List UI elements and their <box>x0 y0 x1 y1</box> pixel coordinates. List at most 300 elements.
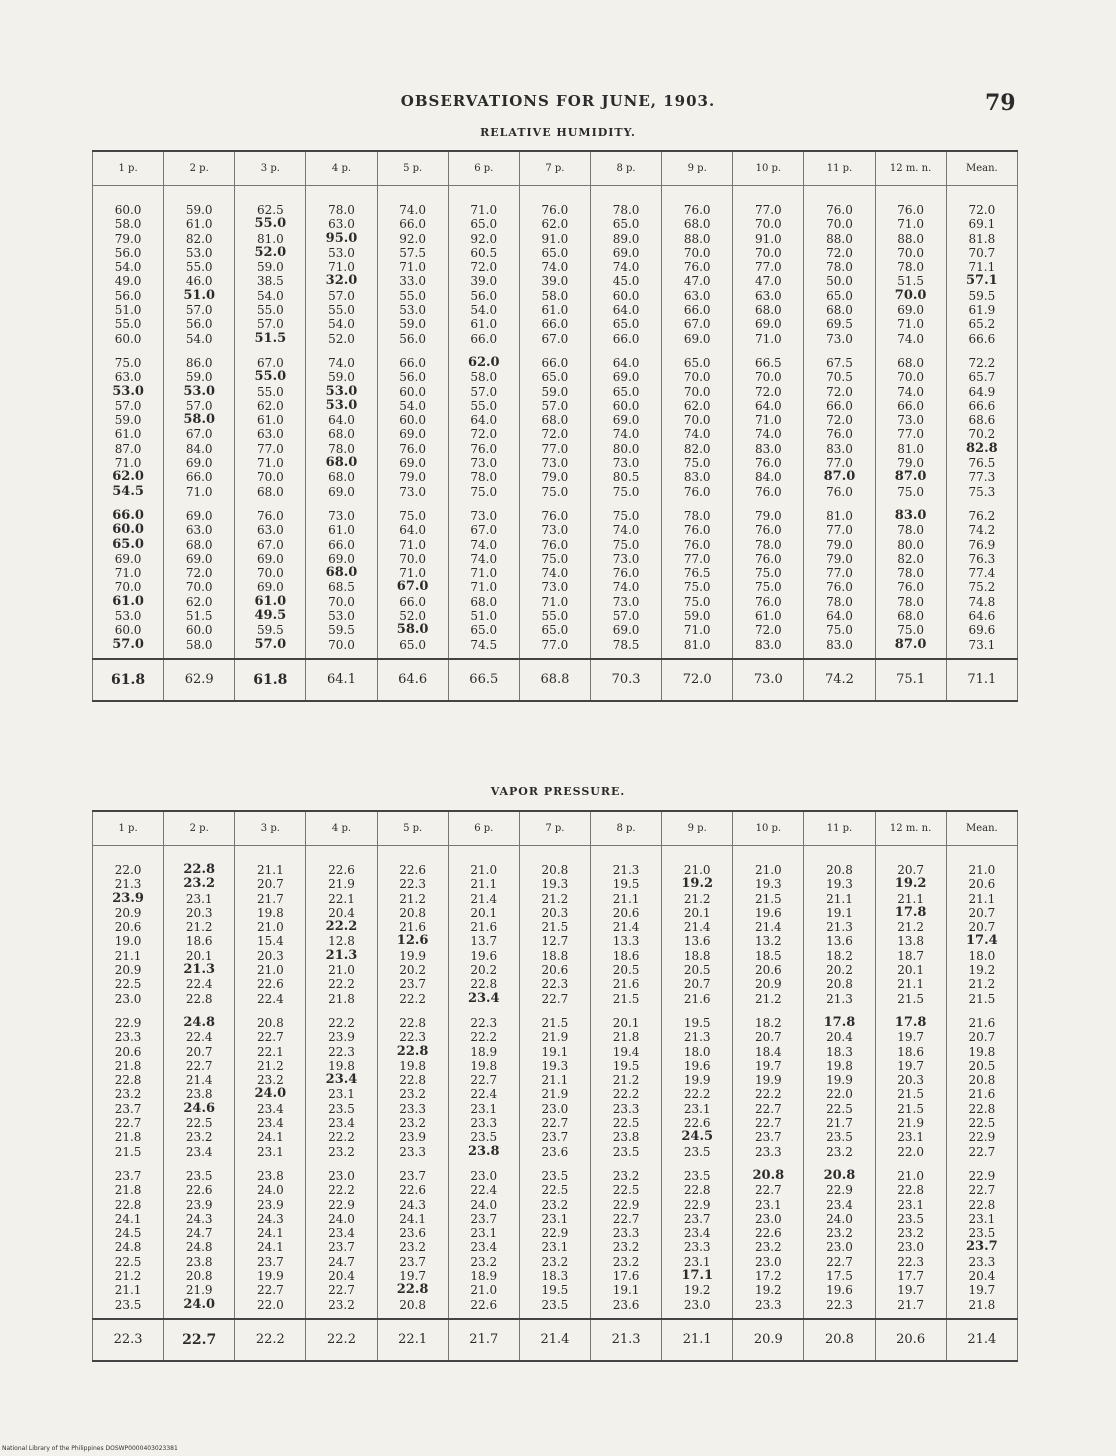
vp-value: 20.2 <box>399 963 426 978</box>
vp-mean-value: 22.1 <box>377 1319 448 1361</box>
vp-value: 21.3 <box>114 877 142 892</box>
vp-value: 20.1 <box>612 1015 640 1030</box>
vp-value: 22.9 <box>114 1015 142 1030</box>
rh-value-group <box>449 203 519 346</box>
vp-value: 20.8 <box>185 1269 213 1284</box>
vp-value: 21.1 <box>826 891 853 906</box>
rh-value: 54.0 <box>185 331 213 346</box>
rh-value: 63.0 <box>114 370 142 385</box>
rh-header-cell: Mean. <box>946 151 1017 186</box>
rh-value: 32.0 <box>325 273 358 289</box>
vp-value: 22.5 <box>826 1101 853 1116</box>
vp-value: 21.8 <box>114 1058 142 1073</box>
rh-value: 73.0 <box>612 551 640 566</box>
vp-value: 22.8 <box>396 1282 429 1298</box>
vp-value: 22.7 <box>114 1116 142 1131</box>
vp-value: 21.1 <box>968 891 996 906</box>
rh-value: 66.0 <box>897 398 924 413</box>
vp-value: 23.7 <box>541 1130 569 1145</box>
rh-value: 55.0 <box>328 303 355 318</box>
rh-value: 80.0 <box>897 537 924 552</box>
rh-value: 55.0 <box>114 317 142 332</box>
rh-value: 75.0 <box>114 355 142 370</box>
vp-value: 24.0 <box>183 1296 216 1312</box>
vp-header-cell: Mean. <box>946 811 1017 846</box>
vp-value: 20.8 <box>968 1073 996 1088</box>
vp-value: 13.6 <box>826 934 853 949</box>
vp-value: 17.8 <box>894 1014 927 1030</box>
rh-value: 69.0 <box>754 317 782 332</box>
vp-value: 23.1 <box>185 891 213 906</box>
rh-value: 54.5 <box>112 483 144 499</box>
rh-value: 80.0 <box>612 441 640 456</box>
rh-value: 70.0 <box>256 470 284 485</box>
rh-value: 83.0 <box>826 441 853 456</box>
rh-value: 57.0 <box>612 609 640 624</box>
rh-value: 74.0 <box>470 551 498 566</box>
rh-value-group <box>306 509 376 652</box>
rh-value: 62.0 <box>185 594 213 609</box>
vp-value: 23.1 <box>968 1211 996 1226</box>
vp-value: 24.1 <box>256 1240 284 1255</box>
vp-value-group <box>449 1016 519 1159</box>
vp-value: 23.0 <box>541 1101 569 1116</box>
rh-value: 68.0 <box>325 455 358 471</box>
vp-value: 21.6 <box>968 1015 996 1030</box>
rh-value: 59.5 <box>968 288 996 303</box>
vp-value: 20.9 <box>114 963 142 978</box>
vp-value: 20.7 <box>968 905 996 920</box>
rh-value: 65.0 <box>112 536 144 552</box>
vp-value: 22.9 <box>612 1197 640 1212</box>
rh-value: 69.1 <box>968 217 996 232</box>
rh-value-group <box>378 509 448 652</box>
vp-value: 19.6 <box>754 905 782 920</box>
rh-header-cell: 9 p. <box>662 151 733 186</box>
vp-value: 22.4 <box>185 977 213 992</box>
vp-value: 23.7 <box>754 1130 782 1145</box>
vp-value: 23.6 <box>541 1144 569 1159</box>
vp-value: 22.7 <box>185 1058 213 1073</box>
vp-value: 23.7 <box>399 1168 426 1183</box>
vp-value: 19.1 <box>612 1283 640 1298</box>
rh-value: 77.0 <box>683 551 711 566</box>
rh-value: 65.0 <box>470 217 498 232</box>
vp-value: 22.7 <box>328 1283 355 1298</box>
vp-header-cell: 2 p. <box>164 811 235 846</box>
rh-value: 61.9 <box>968 303 996 318</box>
rh-value: 77.3 <box>968 470 996 485</box>
rh-value: 78.0 <box>328 203 355 217</box>
rh-value-group <box>164 203 234 346</box>
vp-value: 18.6 <box>612 948 640 963</box>
vp-value: 22.6 <box>754 1226 782 1241</box>
vp-value: 18.0 <box>683 1044 711 1059</box>
rh-value-group <box>804 356 874 499</box>
vp-value: 19.7 <box>897 1058 924 1073</box>
rh-value: 74.0 <box>541 260 569 275</box>
rh-value-group <box>378 203 448 346</box>
rh-value: 82.0 <box>897 551 924 566</box>
rh-value: 61.0 <box>328 523 355 538</box>
vp-value: 22.2 <box>612 1087 640 1102</box>
vp-value-group <box>947 863 1017 1006</box>
vp-header-cell: 9 p. <box>662 811 733 846</box>
rh-value: 75.0 <box>612 484 640 499</box>
rh-value-group <box>876 356 946 499</box>
vp-mean-value: 20.6 <box>875 1319 946 1361</box>
vp-value: 21.5 <box>897 991 924 1006</box>
rh-value: 69.0 <box>256 551 284 566</box>
rh-value: 73.0 <box>897 413 924 428</box>
vp-value: 22.7 <box>470 1073 498 1088</box>
rh-value: 91.0 <box>754 231 782 246</box>
rh-value: 71.0 <box>541 594 569 609</box>
rh-value: 79.0 <box>399 470 426 485</box>
vp-value: 13.8 <box>897 934 924 949</box>
vp-value: 23.2 <box>826 1226 853 1241</box>
vp-value: 22.7 <box>541 1116 569 1131</box>
rh-header-cell: 1 p. <box>93 151 164 186</box>
rh-value: 63.0 <box>256 523 284 538</box>
vp-value: 23.1 <box>897 1130 924 1145</box>
vp-value: 20.5 <box>968 1058 996 1073</box>
rh-value: 61.0 <box>256 413 284 428</box>
rh-value: 53.0 <box>112 383 144 399</box>
rh-value: 47.0 <box>683 274 711 289</box>
vp-value: 21.7 <box>826 1116 853 1131</box>
vp-value: 23.2 <box>114 1087 142 1102</box>
vp-value: 21.5 <box>897 1087 924 1102</box>
vp-header-cell: 3 p. <box>235 811 306 846</box>
vp-value: 20.9 <box>754 977 782 992</box>
vp-value: 23.2 <box>612 1240 640 1255</box>
vp-value: 21.7 <box>897 1297 924 1312</box>
rh-value: 70.0 <box>894 287 927 303</box>
vp-value: 22.8 <box>114 1073 142 1088</box>
vp-column <box>377 846 448 1319</box>
vp-value: 21.9 <box>897 1116 924 1131</box>
vp-value: 22.7 <box>612 1211 640 1226</box>
relative-humidity-table <box>92 150 1018 702</box>
rh-value: 76.0 <box>541 508 569 523</box>
vp-value: 21.2 <box>683 891 711 906</box>
vp-value: 20.6 <box>612 905 640 920</box>
rh-value: 71.0 <box>897 317 924 332</box>
rh-value: 71.1 <box>968 260 996 275</box>
vp-value: 20.7 <box>754 1030 782 1045</box>
vp-value: 21.5 <box>114 1144 142 1159</box>
rh-header-cell: 2 p. <box>164 151 235 186</box>
vp-value: 23.3 <box>754 1297 782 1312</box>
vp-value: 23.2 <box>399 1240 426 1255</box>
vp-value: 23.4 <box>683 1226 711 1241</box>
vp-value: 22.8 <box>114 1197 142 1212</box>
rh-column <box>377 186 448 659</box>
vp-column <box>733 846 804 1319</box>
vp-mean-value: 20.9 <box>733 1319 804 1361</box>
rh-value: 87.0 <box>114 441 142 456</box>
vp-value: 22.2 <box>328 1183 355 1198</box>
rh-value-group <box>876 203 946 346</box>
vp-value: 21.1 <box>541 1073 569 1088</box>
vp-value: 22.8 <box>183 862 216 877</box>
rh-value: 78.0 <box>328 441 355 456</box>
rh-value-group <box>306 203 376 346</box>
rh-value: 76.0 <box>683 484 711 499</box>
rh-value: 77.0 <box>256 441 284 456</box>
rh-value: 54.0 <box>328 317 355 332</box>
rh-value-group <box>306 356 376 499</box>
rh-value: 39.0 <box>541 274 569 289</box>
rh-value: 91.0 <box>541 231 569 246</box>
rh-value: 69.0 <box>897 303 924 318</box>
rh-value: 77.0 <box>826 523 853 538</box>
vp-value: 22.5 <box>968 1116 996 1131</box>
rh-value: 59.5 <box>328 623 355 638</box>
vp-value: 21.7 <box>256 891 284 906</box>
rh-column <box>448 186 519 659</box>
rh-value: 55.0 <box>256 384 284 399</box>
vp-value: 21.4 <box>754 920 782 935</box>
rh-value: 75.0 <box>683 594 711 609</box>
rh-value: 71.0 <box>256 456 284 471</box>
vp-value: 19.2 <box>754 1283 782 1298</box>
rh-value: 82.0 <box>683 441 711 456</box>
vp-value: 20.7 <box>968 1030 996 1045</box>
vapor-pressure-mean-row <box>93 1319 1018 1361</box>
vp-value: 21.1 <box>897 977 924 992</box>
vp-value: 20.2 <box>826 963 853 978</box>
vp-mean-value: 22.3 <box>93 1319 164 1361</box>
rh-value: 64.0 <box>612 303 640 318</box>
vp-value: 22.2 <box>325 919 358 935</box>
vp-value-group <box>733 863 803 1006</box>
rh-mean-value: 66.5 <box>448 659 519 701</box>
vp-value: 18.3 <box>826 1044 853 1059</box>
vp-value: 23.5 <box>114 1297 142 1312</box>
rh-value-group <box>662 203 732 346</box>
rh-mean-value: 61.8 <box>93 659 164 701</box>
vp-value: 22.3 <box>826 1297 853 1312</box>
rh-value: 33.0 <box>399 274 426 289</box>
vp-value: 23.2 <box>399 1116 426 1131</box>
rh-value: 71.0 <box>399 537 426 552</box>
rh-value: 76.5 <box>968 456 996 471</box>
vp-value: 23.2 <box>612 1168 640 1183</box>
vp-value: 24.3 <box>399 1197 426 1212</box>
vp-value: 18.0 <box>968 948 996 963</box>
rh-value: 57.0 <box>254 636 287 652</box>
rh-value: 51.0 <box>470 609 498 624</box>
rh-value: 54.0 <box>114 260 142 275</box>
rh-value: 76.0 <box>826 580 853 595</box>
vp-value: 22.6 <box>328 863 355 877</box>
rh-value-group <box>733 356 803 499</box>
vp-column <box>306 846 377 1319</box>
rh-value-group <box>235 509 305 652</box>
vp-value: 21.6 <box>399 920 426 935</box>
rh-value: 61.0 <box>114 427 142 442</box>
rh-value: 45.0 <box>612 274 640 289</box>
vp-value: 23.4 <box>325 1072 358 1088</box>
vp-mean-value: 21.3 <box>590 1319 661 1361</box>
rh-value: 88.0 <box>897 231 924 246</box>
rh-value: 68.0 <box>897 355 924 370</box>
vp-value: 21.8 <box>612 1030 640 1045</box>
vp-value: 22.8 <box>968 1197 996 1212</box>
rh-value: 83.0 <box>754 441 782 456</box>
rh-value-group <box>164 509 234 652</box>
vp-value: 20.8 <box>399 905 426 920</box>
rh-value: 69.6 <box>968 623 996 638</box>
vp-value: 23.1 <box>328 1087 355 1102</box>
vp-value: 23.7 <box>399 977 426 992</box>
vp-value: 24.0 <box>470 1197 498 1212</box>
vp-value: 21.0 <box>754 863 782 877</box>
vp-value: 17.1 <box>681 1268 714 1284</box>
rh-value: 79.0 <box>114 231 142 246</box>
rh-value: 63.0 <box>754 288 782 303</box>
vp-value: 23.2 <box>185 1130 213 1145</box>
vp-value: 24.7 <box>185 1226 213 1241</box>
rh-value: 78.0 <box>683 508 711 523</box>
vp-value: 23.2 <box>470 1254 498 1269</box>
vp-value: 20.8 <box>826 977 853 992</box>
vp-value: 21.0 <box>328 963 355 978</box>
rh-mean-value: 68.8 <box>519 659 590 701</box>
rh-value: 65.0 <box>399 637 426 652</box>
vp-value-group <box>591 1169 661 1312</box>
vp-value: 19.5 <box>612 1058 640 1073</box>
rh-value: 70.0 <box>328 594 355 609</box>
vp-column <box>448 846 519 1319</box>
rh-value: 75.2 <box>968 580 996 595</box>
vp-value: 20.7 <box>683 977 711 992</box>
rh-value: 75.0 <box>612 508 640 523</box>
rh-value: 59.0 <box>256 260 284 275</box>
vp-value: 19.9 <box>683 1073 711 1088</box>
rh-value: 66.0 <box>541 355 569 370</box>
vp-value: 21.5 <box>541 920 569 935</box>
vp-value: 21.8 <box>328 991 355 1006</box>
vp-value: 19.7 <box>897 1030 924 1045</box>
rh-value: 70.0 <box>185 580 213 595</box>
vp-value: 23.5 <box>968 1226 996 1241</box>
vp-column <box>93 846 164 1319</box>
rh-value: 71.0 <box>185 484 213 499</box>
rh-value: 86.0 <box>185 355 213 370</box>
rh-value: 77.0 <box>754 203 782 217</box>
vp-value: 20.3 <box>541 905 569 920</box>
rh-value: 38.5 <box>256 274 284 289</box>
rh-value-group <box>93 203 163 346</box>
vp-value: 20.6 <box>968 877 996 892</box>
rh-header-cell: 10 p. <box>733 151 804 186</box>
vp-column <box>590 846 661 1319</box>
vp-value-group <box>520 863 590 1006</box>
rh-value: 70.0 <box>683 413 711 428</box>
vp-value: 20.3 <box>185 905 213 920</box>
rh-value: 72.0 <box>541 427 569 442</box>
rh-value: 69.0 <box>399 456 426 471</box>
vp-value: 21.3 <box>325 947 358 963</box>
rh-column <box>590 186 661 659</box>
rh-value: 65.0 <box>541 245 569 260</box>
rh-value: 68.0 <box>897 609 924 624</box>
rh-value: 78.0 <box>470 470 498 485</box>
rh-value: 68.0 <box>754 303 782 318</box>
rh-mean-value: 71.1 <box>946 659 1017 701</box>
vp-value: 17.5 <box>826 1269 853 1284</box>
vp-value: 21.1 <box>897 891 924 906</box>
rh-value: 88.0 <box>826 231 853 246</box>
rh-value: 64.9 <box>968 384 996 399</box>
vp-value: 19.8 <box>968 1044 996 1059</box>
rh-value: 72.0 <box>185 566 213 581</box>
vp-value: 23.1 <box>683 1254 711 1269</box>
vp-value-group <box>235 1016 305 1159</box>
rh-value-group <box>520 509 590 652</box>
rh-value: 69.0 <box>683 331 711 346</box>
vp-value: 20.3 <box>256 948 284 963</box>
rh-value: 76.0 <box>897 580 924 595</box>
vp-value: 22.8 <box>399 1073 426 1088</box>
vp-value: 23.8 <box>256 1168 284 1183</box>
vp-value: 21.9 <box>328 877 355 892</box>
rh-value: 59.0 <box>185 370 213 385</box>
vp-value: 22.5 <box>541 1183 569 1198</box>
vp-value: 24.0 <box>328 1211 355 1226</box>
rh-value: 78.0 <box>897 594 924 609</box>
vp-value: 21.8 <box>114 1183 142 1198</box>
rh-value: 68.0 <box>256 484 284 499</box>
vp-value: 21.5 <box>968 991 996 1006</box>
vp-header-cell: 8 p. <box>590 811 661 846</box>
rh-value: 73.0 <box>541 523 569 538</box>
vp-value: 19.4 <box>612 1044 640 1059</box>
vp-value: 22.0 <box>114 863 142 877</box>
rh-value: 57.1 <box>966 273 998 289</box>
rh-value: 66.0 <box>328 537 355 552</box>
vp-value: 21.0 <box>897 1168 924 1183</box>
vp-value: 20.8 <box>823 1167 856 1183</box>
vp-value-group <box>378 1016 448 1159</box>
vp-value: 23.8 <box>185 1087 213 1102</box>
rh-value: 69.0 <box>612 413 640 428</box>
vp-value: 21.6 <box>683 991 711 1006</box>
vp-value-group <box>662 1169 732 1312</box>
rh-value: 76.0 <box>897 203 924 217</box>
rh-value: 82.8 <box>966 440 998 456</box>
rh-value: 55.0 <box>256 303 284 318</box>
rh-value: 76.0 <box>612 566 640 581</box>
rh-value: 69.0 <box>399 427 426 442</box>
vp-value-group <box>306 863 376 1006</box>
rh-value: 68.0 <box>328 427 355 442</box>
rh-value: 57.0 <box>185 398 213 413</box>
rh-value: 70.0 <box>754 245 782 260</box>
rh-value: 52.0 <box>328 331 355 346</box>
vp-value: 24.1 <box>256 1130 284 1145</box>
rh-value: 58.0 <box>183 412 216 428</box>
rh-column <box>93 186 164 659</box>
rh-value: 79.0 <box>541 470 569 485</box>
rh-value: 60.5 <box>470 245 498 260</box>
vp-column <box>946 846 1017 1319</box>
rh-value: 82.0 <box>185 231 213 246</box>
rh-value: 70.0 <box>826 217 853 232</box>
